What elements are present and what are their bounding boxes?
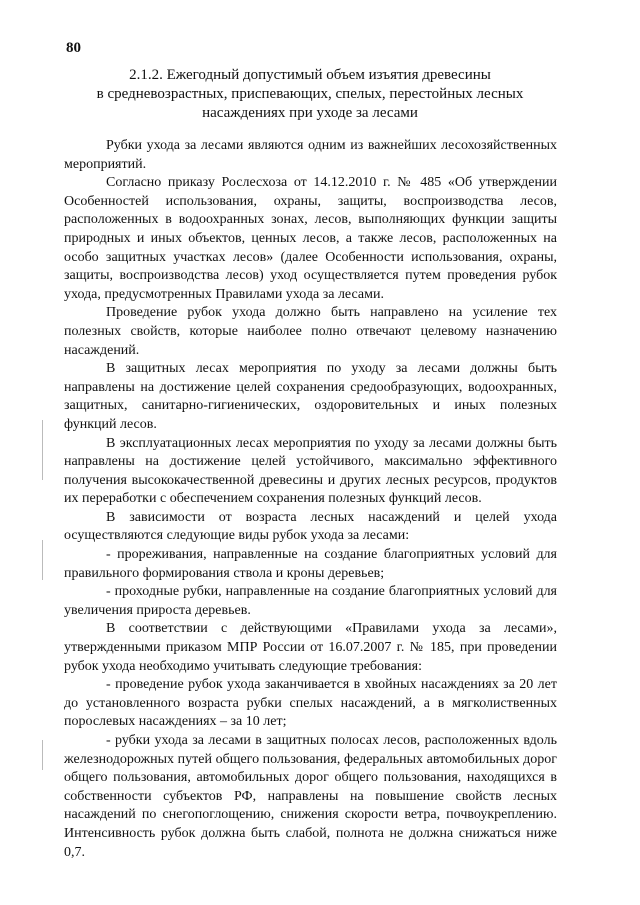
list-item: - прореживания, направленные на создание благоприятных условий для правильного формирования ствола и кроны деревьев;: [64, 547, 557, 581]
list-item: - проведение рубок ухода заканчивается в хвойных насаждениях за 20 лет до установленного возраста рубки спелых насаждений, а в мягколиственных порослевых насаждениях – за 10 лет;: [64, 677, 557, 730]
paragraph: Согласно приказу Рослесхоза от 14.12.2010 г. № 485 «Об утверждении Особенностей использования, охраны, защиты, воспроизводства лесов, расположенных в водоохранных зонах, лесов, выполняющих функции защиты природных и иных объектов, ценных лесов, а также лесов, расположенных на особо защитных участках лесов» (далее Особенности использования, охраны, защиты, воспроизводства лесов) уход осуществляется путем проведения рубок ухода, предусмотренных Правилами ухода за лесами.: [64, 175, 557, 302]
paragraph: Проведение рубок ухода должно быть направлено на усиление тех полезных свойств, которые наиболее полно отвечают целевому назначению насаждений.: [64, 305, 557, 358]
list-item: - рубки ухода за лесами в защитных полосах лесов, расположенных вдоль железнодорожных путей общего пользования, федеральных автомобильных дорог общего пользования, автомобильных дорог общего пользования, находящихся в собственности субъектов РФ, направлены на повышение свойств лесных насаждений по снегопоглощению, снижения скорости ветра, почвоукреплению. Интенсивность рубок должна быть слабой, полнота не должна снижаться ниже 0,7.: [64, 733, 557, 860]
heading-line: в средневозрастных, приспевающих, спелых, перестойных лесных: [96, 86, 524, 102]
paragraph: В зависимости от возраста лесных насаждений и целей ухода осуществляются следующие виды рубок ухода за лесами:: [64, 509, 557, 544]
scan-mark: [42, 420, 43, 480]
page-number: 80: [66, 40, 81, 56]
paragraph: В защитных лесах мероприятия по уходу за лесами должны быть направлены на достижение целей сохранения средообразующих, водоохранных, защитных, санитарно-гигиенических, оздоровительных и иных полезных функций лесов.: [64, 361, 557, 432]
section-heading: [60, 66, 560, 123]
body-text: [64, 137, 557, 862]
paragraph: В эксплуатационных лесах мероприятия по уходу за лесами должны быть направлены на достижение целей устойчивого, максимально эффективного получения высококачественной древесины и других лесных ресурсов, продуктов их переработки с обеспечением сохранения полезных функций лесов.: [64, 435, 557, 507]
list-item: - проходные рубки, направленные на создание благоприятных условий для увеличения прироста деревьев.: [64, 584, 557, 618]
heading-line: 2.1.2. Ежегодный допустимый объем изъятия древесины: [129, 67, 491, 83]
scan-mark: [42, 740, 43, 770]
paragraph: В соответствии с действующими «Правилами ухода за лесами», утвержденными приказом МПР России от 16.07.2007 г. № 185, при проведении рубок ухода необходимо учитывать следующие требования:: [64, 621, 557, 674]
paragraph: Рубки ухода за лесами являются одним из важнейших лесохозяйственных мероприятий.: [64, 138, 557, 172]
scan-mark: [42, 540, 43, 580]
heading-line: насаждениях при уходе за лесами: [202, 105, 418, 121]
